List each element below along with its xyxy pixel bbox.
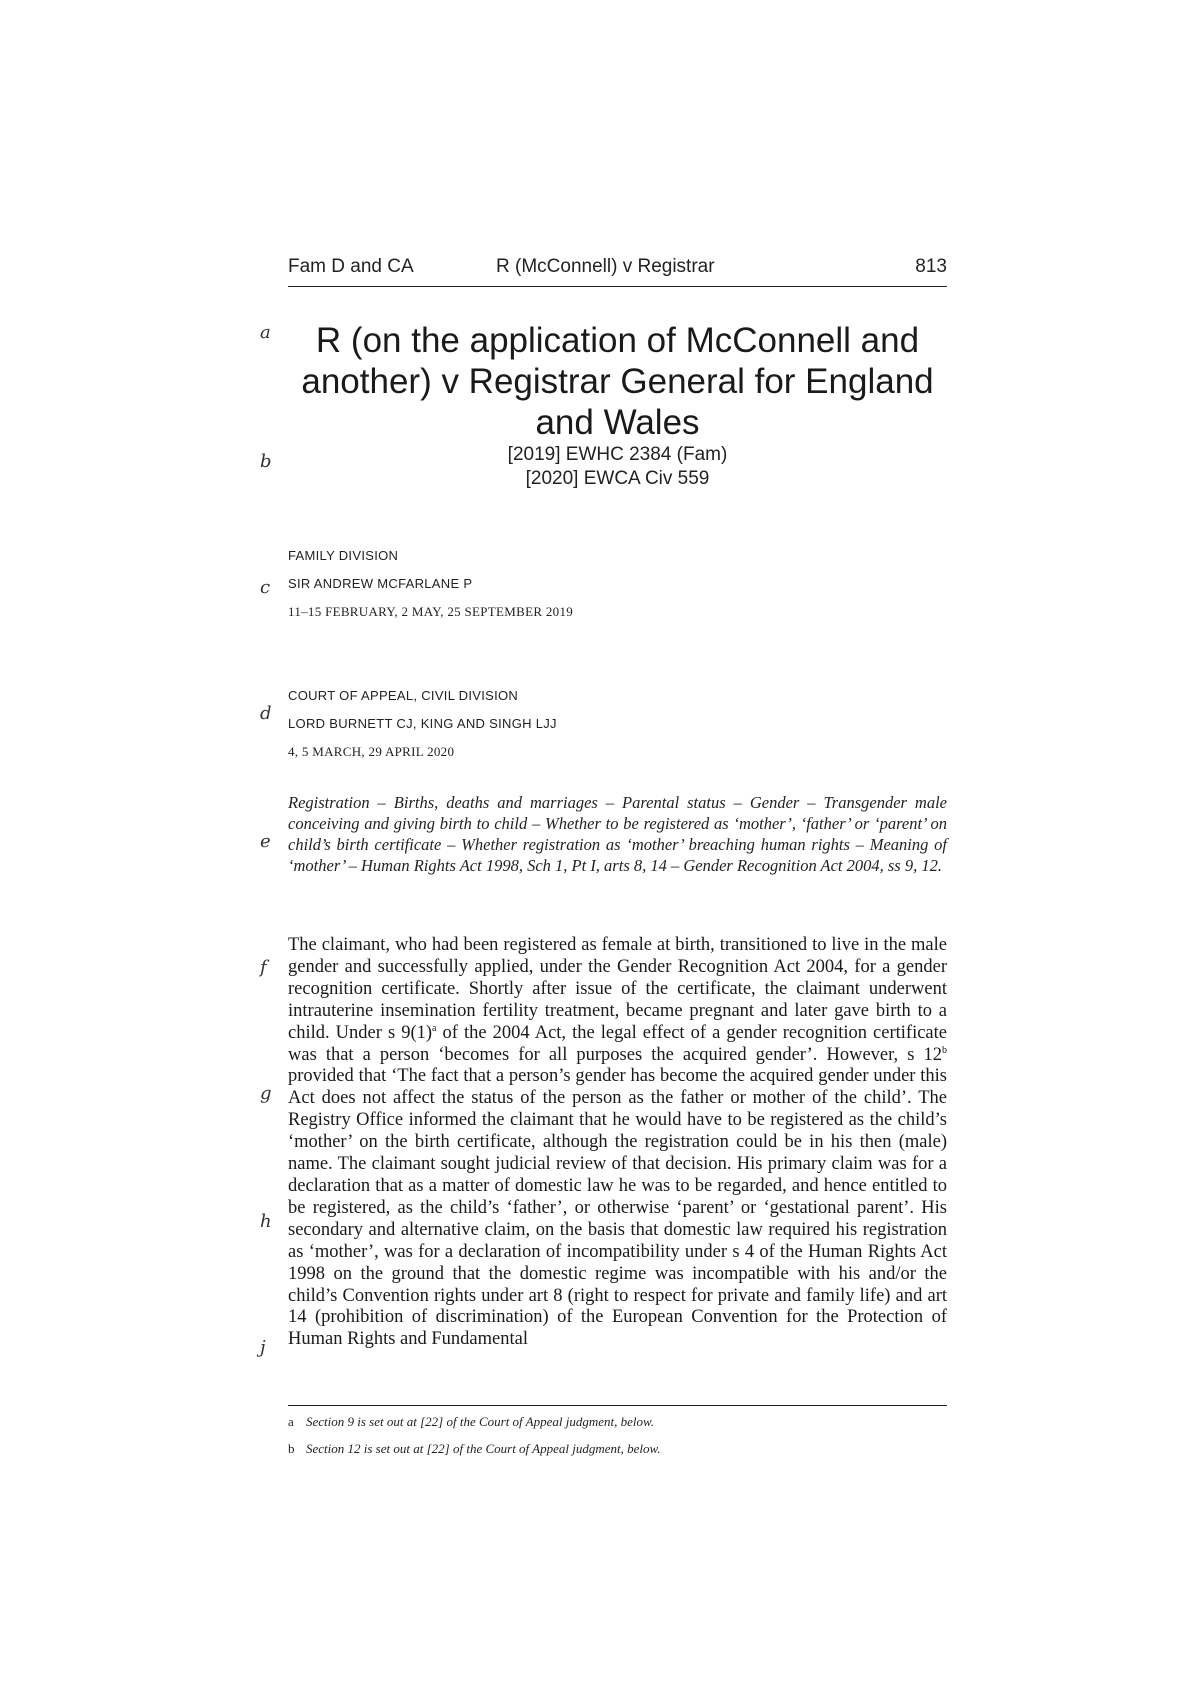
headnote-text-1: The claimant, who had been registered as female at birth, transitioned to live in the male gender and successfully applied, under the Gender Recognition Act 2004, for a gender recognition certificate. Shortly after issue of the certificate, the claimant underwent intrauterine insemination fertility treatment, became pregnant and later gave birth to a child. Under s 9(1) — [288, 935, 947, 1043]
catchwords: Registration – Births, deaths and marriages – Parental status – Gender – Transgender male conceiving and giving birth to child – Whether to be registered as ‘mother’, ‘father’ or ‘parent’ on child’s birth certificate – Whether registration as ‘mother’ breaching human rights – Meaning of ‘mother’ – Human Rights Act 1998, Sch 1, Pt I, arts 8, 14 – Gender Recognition Act 2004, ss 9, 12. — [288, 793, 947, 875]
running-head-case: R (McConnell) v Registrar — [496, 256, 715, 277]
footnote-ref-b: b — [942, 1044, 947, 1056]
margin-letter-f: f — [260, 957, 267, 978]
case-title: R (on the application of McConnell and another) v Registrar General for England and Wales — [301, 321, 934, 442]
margin-letter-a: a — [260, 322, 271, 343]
margin-letter-b: b — [260, 451, 272, 472]
margin-letter-g: g — [260, 1083, 272, 1104]
headnote-text-2: of the 2004 Act, the legal effect of a gender recognition certificate was that a person ‘becomes for all purposes the acquired gender’. However, s 12 — [288, 1022, 947, 1065]
footnote-ref-a: a — [432, 1022, 437, 1034]
footnote-text-a: Section 9 is set out at [22] of the Court of Appeal judgment, below. — [306, 1414, 654, 1429]
running-head-court: Fam D and CA — [288, 256, 414, 277]
appeal-judges: LORD BURNETT CJ, KING AND SINGH LJJ — [288, 716, 557, 731]
hearing-dates: 11–15 FEBRUARY, 2 MAY, 25 SEPTEMBER 2019 — [288, 604, 574, 619]
headnote-paragraph — [288, 935, 947, 1351]
court-division: FAMILY DIVISION — [288, 548, 399, 563]
citation-ewhc: [2019] EWHC 2384 (Fam) — [507, 444, 728, 465]
appeal-court-division: COURT OF APPEAL, CIVIL DIVISION — [288, 688, 519, 703]
margin-letter-c: c — [260, 577, 271, 598]
footnote-b — [288, 1441, 660, 1457]
margin-letter-d: d — [260, 703, 272, 724]
footnote-a — [288, 1414, 654, 1430]
margin-letter-j: j — [260, 1337, 266, 1358]
margin-letter-e: e — [260, 831, 271, 852]
margin-letter-h: h — [260, 1211, 272, 1232]
page-number: 813 — [915, 256, 947, 277]
footnote-mark-a: a — [288, 1414, 294, 1429]
footnote-mark-b: b — [288, 1441, 295, 1456]
court-judges: SIR ANDREW MCFARLANE P — [288, 576, 473, 591]
footnote-text-b: Section 12 is set out at [22] of the Court of Appeal judgment, below. — [306, 1441, 661, 1456]
headnote-text-3: provided that ‘The fact that a person’s gender has become the acquired gender under this Act does not affect the status of the person as the father or mother of the child’. The Registry Office informed the claimant that he would have to be registered as the child’s ‘mother’ on the birth certificate, although the registration could be in his then (male) name. The claimant sought judicial review of that decision. His primary claim was for a declaration that as a matter of domestic law he was to be regarded, and hence entitled to be registered, as the child’s ‘father’, or otherwise ‘parent’ or ‘gestational parent’. His secondary and alternative claim, on the basis that domestic law required his registration as ‘mother’, was for a declaration of incompatibility under s 4 of the Human Rights Act 1998 on the ground that the domestic regime was incompatible with his and/or the child’s Convention rights under art 8 (right to respect for private and family life) and art 14 (prohibition of discrimination) of the European Convention for the Protection of Human Rights and Fundamental — [288, 1066, 947, 1350]
running-head — [288, 252, 947, 287]
footnote-rule — [288, 1405, 947, 1406]
appeal-hearing-dates: 4, 5 MARCH, 29 APRIL 2020 — [288, 744, 455, 759]
citation-ewca: [2020] EWCA Civ 559 — [525, 468, 710, 489]
